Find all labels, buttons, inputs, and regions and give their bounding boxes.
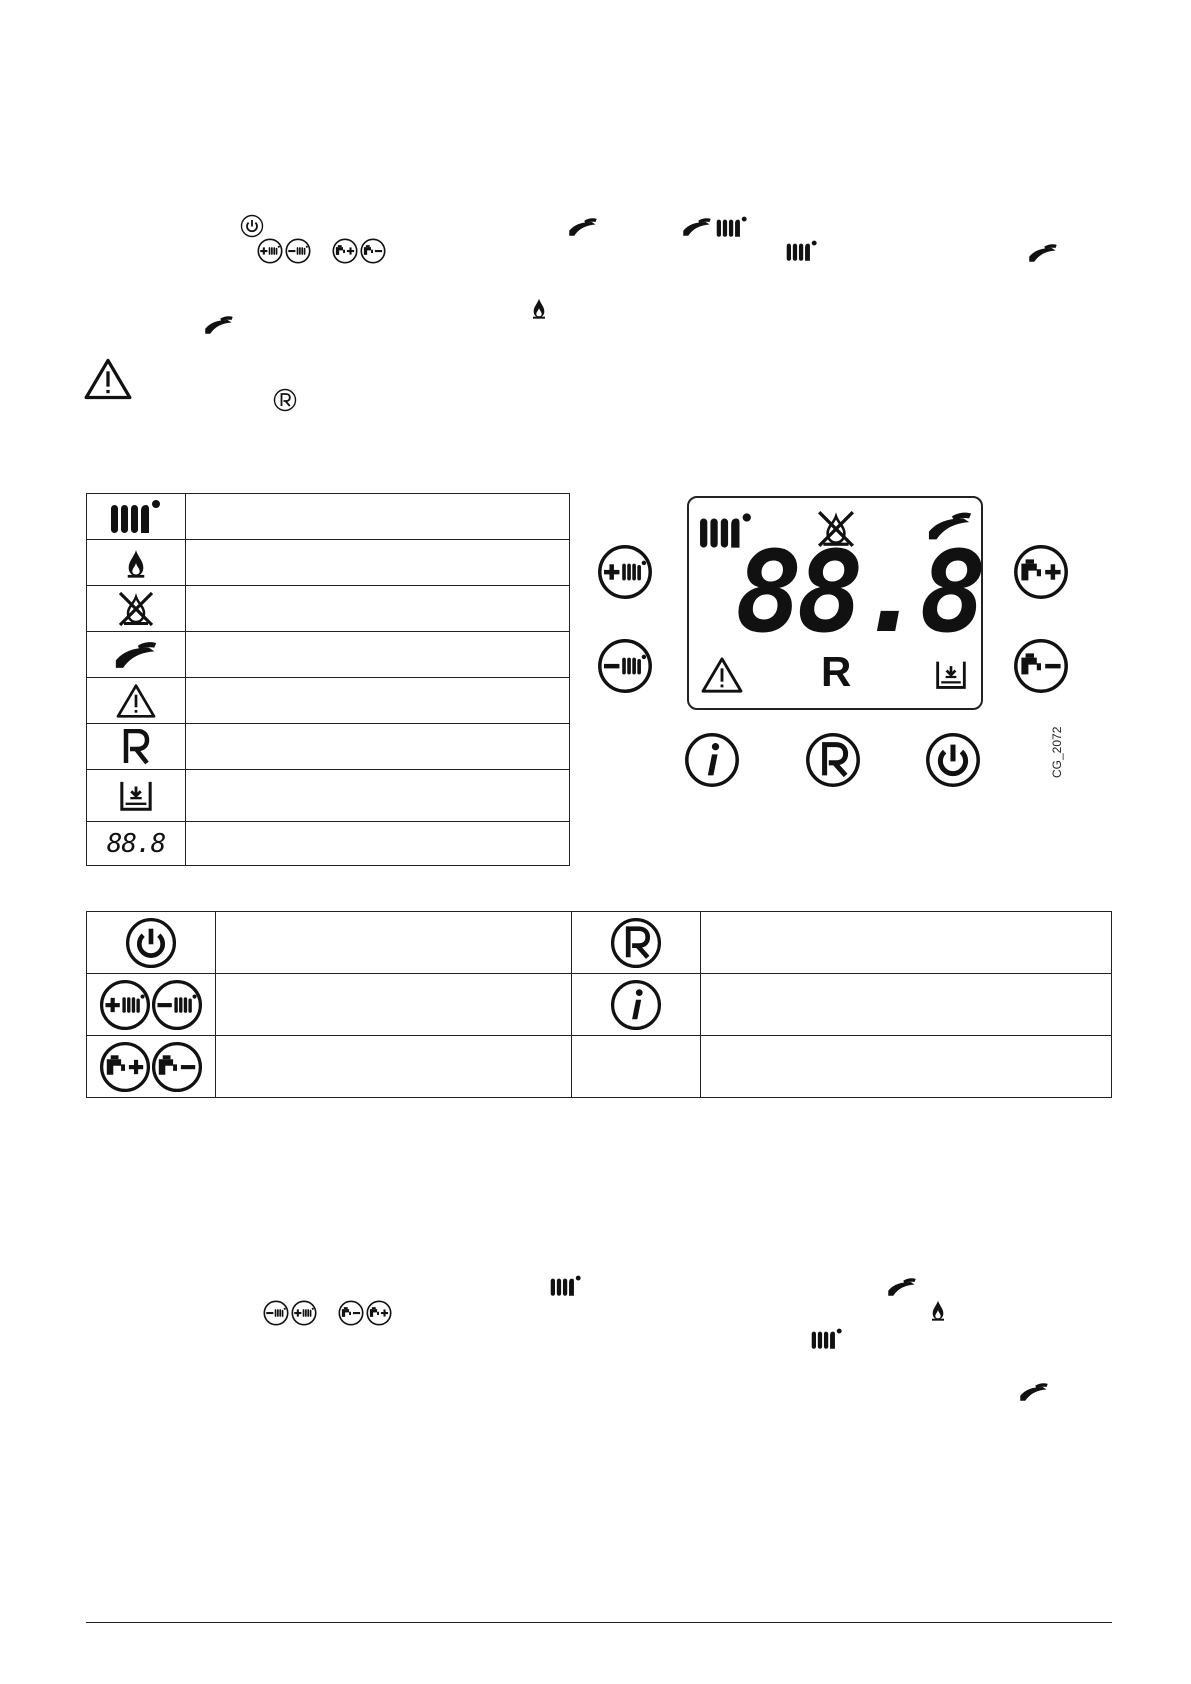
- table-row: [87, 494, 570, 540]
- buttons-table: [86, 911, 1112, 1098]
- flame-icon: [531, 296, 547, 320]
- radiator-icon: [786, 240, 818, 262]
- tap-icon: [204, 314, 234, 336]
- flame-icon: [930, 1298, 946, 1322]
- tap-icon: [568, 216, 598, 238]
- heating-minus-icon: [151, 979, 203, 1031]
- tap-minus-icon: [151, 1041, 203, 1093]
- dhw-minus-button[interactable]: [1013, 638, 1069, 694]
- tap-icon: [1028, 242, 1058, 264]
- reset-r-icon: [273, 388, 297, 412]
- info-icon: [610, 979, 662, 1031]
- reset-r-icon: [122, 729, 150, 765]
- warning-icon: [701, 656, 743, 694]
- table-row: [87, 724, 570, 770]
- heating-plus-icon: [99, 979, 151, 1031]
- table-row: [87, 770, 570, 822]
- heating-minus-icon: [263, 1300, 289, 1326]
- display-symbols-table: [86, 493, 570, 866]
- table-row: [87, 822, 570, 866]
- table-row: [87, 974, 1112, 1036]
- power-icon: [240, 214, 264, 238]
- tap-plus-icon: [99, 1041, 151, 1093]
- table-row: [87, 912, 1112, 974]
- digits-icon: 88.8: [106, 828, 166, 859]
- radiator-icon: [811, 1328, 843, 1350]
- lcd-display: [687, 496, 983, 710]
- table-row: [87, 1036, 1112, 1098]
- heating-minus-button[interactable]: [597, 638, 653, 694]
- flame-off-icon: [116, 591, 156, 627]
- tap-plus-icon: [332, 238, 358, 264]
- table-row: [87, 632, 570, 678]
- dhw-plus-button[interactable]: [1013, 544, 1069, 600]
- tap-minus-icon: [338, 1300, 364, 1326]
- lcd-reset-indicator: R: [821, 648, 852, 695]
- power-icon: [125, 917, 177, 969]
- radiator-icon: [550, 1275, 582, 1297]
- table-row: [87, 678, 570, 724]
- warning-icon: [84, 356, 132, 402]
- tap-icon: [887, 1276, 917, 1298]
- heating-plus-icon: [257, 238, 283, 264]
- footer-divider: [86, 1622, 1112, 1623]
- tap-icon: [114, 640, 158, 670]
- radiator-icon: [716, 216, 748, 238]
- flame-icon: [125, 547, 147, 579]
- radiator-icon: [110, 499, 162, 535]
- table-row: [87, 586, 570, 632]
- water-level-icon: [119, 779, 153, 813]
- heating-plus-button[interactable]: [597, 544, 653, 600]
- power-button[interactable]: [925, 732, 981, 788]
- warning-icon: [116, 683, 156, 719]
- tap-minus-icon: [360, 238, 386, 264]
- lcd-digits: 88.8: [735, 528, 981, 658]
- figure-code: CG_2072: [1050, 726, 1064, 778]
- reset-button[interactable]: [805, 732, 861, 788]
- table-row: [87, 540, 570, 586]
- tap-icon: [1019, 1381, 1049, 1403]
- heating-plus-icon: [291, 1300, 317, 1326]
- reset-r-icon: [610, 917, 662, 969]
- info-button[interactable]: [684, 732, 740, 788]
- tap-icon: [682, 216, 712, 238]
- water-level-icon: [935, 658, 967, 692]
- heating-minus-icon: [285, 238, 311, 264]
- tap-plus-icon: [366, 1300, 392, 1326]
